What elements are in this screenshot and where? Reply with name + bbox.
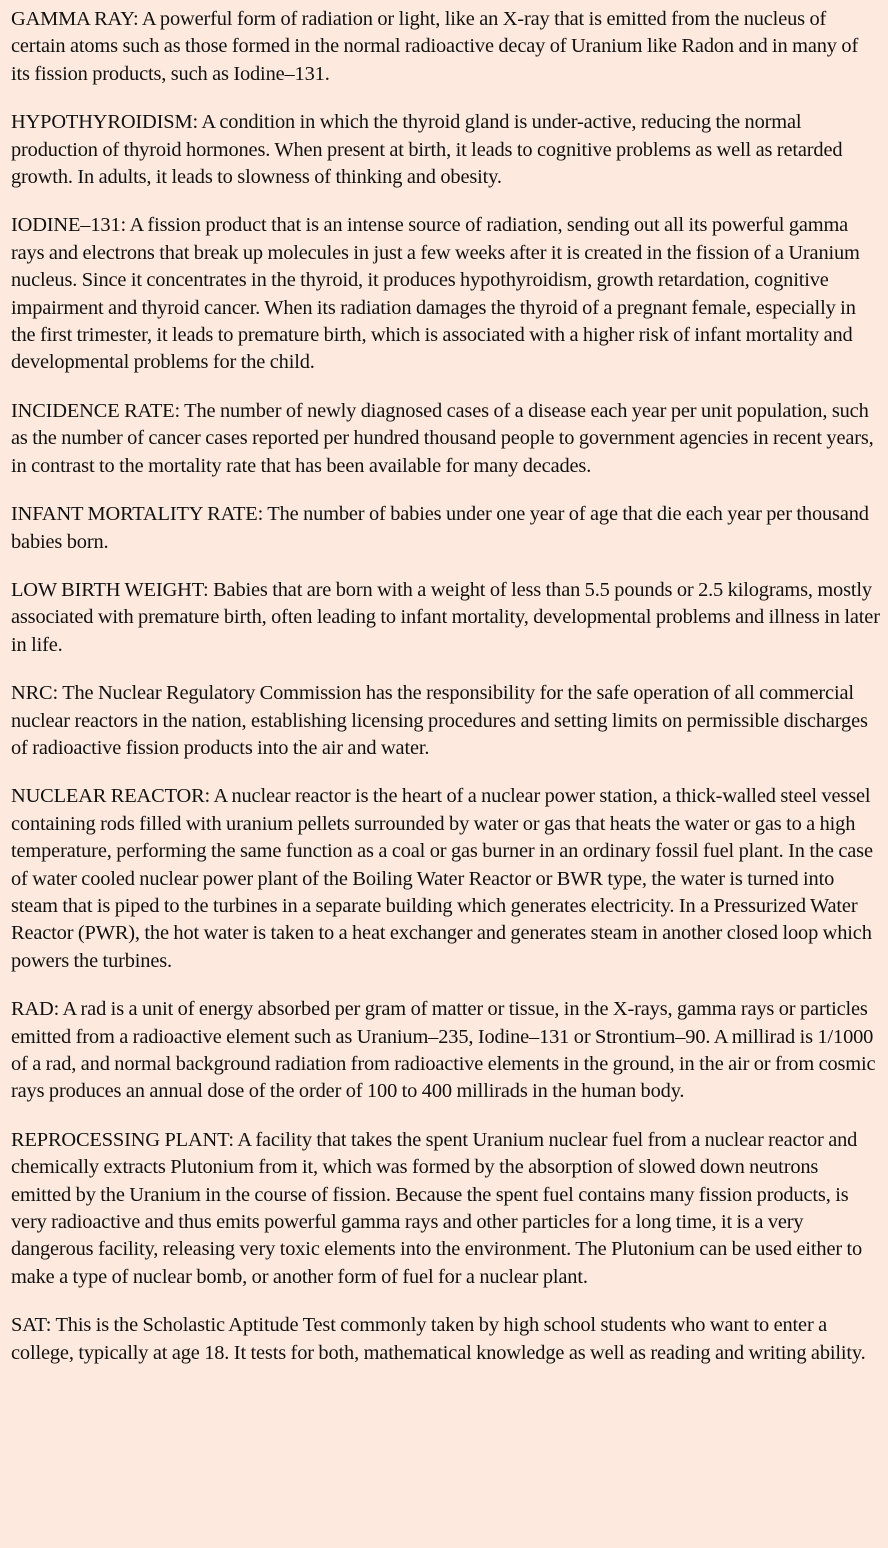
glossary-term: RAD: [11, 998, 54, 1021]
glossary-term: INFANT MORTALITY RATE: [11, 503, 258, 526]
glossary-term: GAMMA RAY: [11, 8, 133, 30]
glossary-definition: The number of newly diagnosed cases of a disease each year per unit population, such as the number of cancer cases reported per hundred thousand people to government agencies in recent years, in contrast to the mortality rate that has been available for many decades.: [11, 399, 874, 477]
glossary-entry-nrc: NRC: The Nuclear Regulatory Commission has the responsibility for the safe operation of all commercial nuclear reactors in the nation, establishing licensing procedures and setting limits on permissible discharges of radioactive fission products into the air and water.: [11, 682, 868, 759]
glossary-entry-low-birth-weight: LOW BIRTH WEIGHT: Babies that are born with a weight of less than 5.5 pounds or 2.5 kilograms, mostly associated with premature birth, often leading to infant mortality, developmental problems and illness in later in life.: [11, 578, 880, 656]
glossary-entry-gamma-ray: GAMMA RAY: A powerful form of radiation or light, like an X-ray that is emitted from the nucleus of certain atoms such as those formed in the normal radioactive decay of Uranium like Radon and in many of its fission products, such as Iodine–131.: [11, 8, 859, 85]
glossary-entry-nuclear-reactor: NUCLEAR REACTOR: A nuclear reactor is the heart of a nuclear power station, a thick-walled steel vessel containing rods filled with uranium pellets surrounded by water or gas that heats the water or gas to a high temperature, performing the same function as a coal or gas burner in an ordinary fossil fuel plant. In the case of water cooled nuclear power plant of the Boiling Water Reactor or BWR type, the water is turned into steam that is piped to the turbines in a separate building which generates electricity. In a Pressurized Water Reactor (PWR), the hot water is taken to a heat exchanger and generates steam in another closed loop which powers the turbines.: [11, 785, 873, 972]
glossary-entry-reprocessing-plant: REPROCESSING PLANT: A facility that takes the spent Uranium nuclear fuel from a nuclear reactor and chemically extracts Plutonium from it, which was formed by the absorption of slowed down neutrons emitted by the Uranium in the course of fission. Because the spent fuel contains many fission products, is very radioactive and thus emits powerful gamma rays and other particles for a long time, it is a very dangerous facility, releasing very toxic elements into the environment. The Plutonium can be used either to make a type of nuclear bomb, or another form of fuel for a nuclear plant.: [11, 1128, 863, 1288]
glossary-term: LOW BIRTH WEIGHT: [11, 578, 204, 601]
glossary-definition: Babies that are born with a weight of less than 5.5 pounds or 2.5 kilograms, mostly associated with premature birth, often leading to infant mortality, developmental problems and illness in later in life.: [11, 578, 880, 656]
glossary-definition: The Nuclear Regulatory Commission has the responsibility for the safe operation of all commercial nuclear reactors in the nation, establishing licensing procedures and setting limits on permissible discharges of radioactive fission products into the air and water.: [11, 682, 868, 759]
glossary-definition: A nuclear reactor is the heart of a nuclear power station, a thick-walled steel vessel containing rods filled with uranium pellets surrounded by water or gas that heats the water or gas to a high temperature, performing the same function as a coal or gas burner in an ordinary fossil fuel plant. In the case of water cooled nuclear power plant of the Boiling Water Reactor or BWR type, the water is turned into steam that is piped to the turbines in a separate building which generates electricity. In a Pressurized Water Reactor (PWR), the hot water is taken to a heat exchanger and generates steam in another closed loop which powers the turbines.: [11, 785, 873, 972]
glossary-definition: A fission product that is an intense source of radiation, sending out all its powerful gamma rays and electrons that break up molecules in just a few weeks after it is created in the fission of a Uranium nucleus. Since it concentrates in the thyroid, it produces hypothyroidism, growth retardation, cognitive impairment and thyroid cancer. When its radiation damages the thyroid of a pregnant female, especially in the first trimester, it leads to premature birth, which is associated with a higher risk of infant mortality and developmental problems for the child.: [11, 214, 860, 374]
glossary-term: REPROCESSING PLANT: [11, 1128, 229, 1151]
glossary-definition: The number of babies under one year of age that die each year per thousand babies born.: [11, 503, 869, 553]
glossary-definition: A rad is a unit of energy absorbed per gram of matter or tissue, in the X-rays, gamma rays or particles emitted from a radioactive element such as Uranium–235, Iodine–131 or Strontium–90. A millirad is 1/1000 of a rad, and normal background radiation from radioactive elements in the ground, in the air or from cosmic rays produces an annual dose of the order of 100 to 400 millirads in the human body.: [11, 998, 876, 1103]
glossary-entry-rad: RAD: A rad is a unit of energy absorbed per gram of matter or tissue, in the X-rays, gamma rays or particles emitted from a radioactive element such as Uranium–235, Iodine–131 or Strontium–90. A millirad is 1/1000 of a rad, and normal background radiation from radioactive elements in the ground, in the air or from cosmic rays produces an annual dose of the order of 100 to 400 millirads in the human body.: [11, 998, 876, 1103]
glossary-entry-iodine-131: IODINE–131: A fission product that is an intense source of radiation, sending out all its powerful gamma rays and electrons that break up molecules in just a few weeks after it is created in the fission of a Uranium nucleus. Since it concentrates in the thyroid, it produces hypothyroidism, growth retardation, cognitive impairment and thyroid cancer. When its radiation damages the thyroid of a pregnant female, especially in the first trimester, it leads to premature birth, which is associated with a higher risk of infant mortality and developmental problems for the child.: [11, 214, 860, 374]
glossary-term: SAT: [11, 1314, 46, 1337]
glossary-definition: A powerful form of radiation or light, like an X-ray that is emitted from the nucleus of certain atoms such as those formed in the normal radioactive decay of Uranium like Radon and in many of its fission products, such as Iodine–131.: [11, 8, 859, 85]
glossary-term: NUCLEAR REACTOR: [11, 785, 205, 808]
glossary-term: NRC: [11, 682, 53, 705]
glossary-entry-sat: SAT: This is the Scholastic Aptitude Test commonly taken by high school students who want to enter a college, typically at age 18. It tests for both, mathematical knowledge as well as reading and writing ability.: [11, 1314, 866, 1364]
glossary-definition: This is the Scholastic Aptitude Test commonly taken by high school students who want to enter a college, typically at age 18. It tests for both, mathematical knowledge as well as reading and writing ability.: [11, 1314, 866, 1364]
glossary-term: IODINE–131: [11, 214, 121, 237]
glossary-term: HYPOTHYROIDISM: [11, 111, 193, 134]
glossary-definition: A facility that takes the spent Uranium nuclear fuel from a nuclear reactor and chemically extracts Plutonium from it, which was formed by the absorption of slowed down neutrons emitted by the Uranium in the course of fission. Because the spent fuel contains many fission products, is very radioactive and thus emits powerful gamma rays and other particles for a long time, it is a very dangerous facility, releasing very toxic elements into the environment. The Plutonium can be used either to make a type of nuclear bomb, or another form of fuel for a nuclear plant.: [11, 1128, 863, 1288]
glossary-entry-incidence-rate: INCIDENCE RATE: The number of newly diagnosed cases of a disease each year per unit population, such as the number of cancer cases reported per hundred thousand people to government agencies in recent years, in contrast to the mortality rate that has been available for many decades.: [11, 399, 874, 477]
glossary-entry-infant-mortality-rate: INFANT MORTALITY RATE: The number of babies under one year of age that die each year per thousand babies born.: [11, 503, 869, 553]
glossary-term: INCIDENCE RATE: [11, 399, 175, 422]
glossary-definition: A condition in which the thyroid gland is under-active, reducing the normal production of thyroid hormones. When present at birth, it leads to cognitive problems as well as retarded growth. In adults, it leads to slowness of thinking and obesity.: [11, 111, 843, 189]
glossary-entry-hypothyroidism: HYPOTHYROIDISM: A condition in which the thyroid gland is under-active, reducing the normal production of thyroid hormones. When present at birth, it leads to cognitive problems as well as retarded growth. In adults, it leads to slowness of thinking and obesity.: [11, 111, 843, 189]
